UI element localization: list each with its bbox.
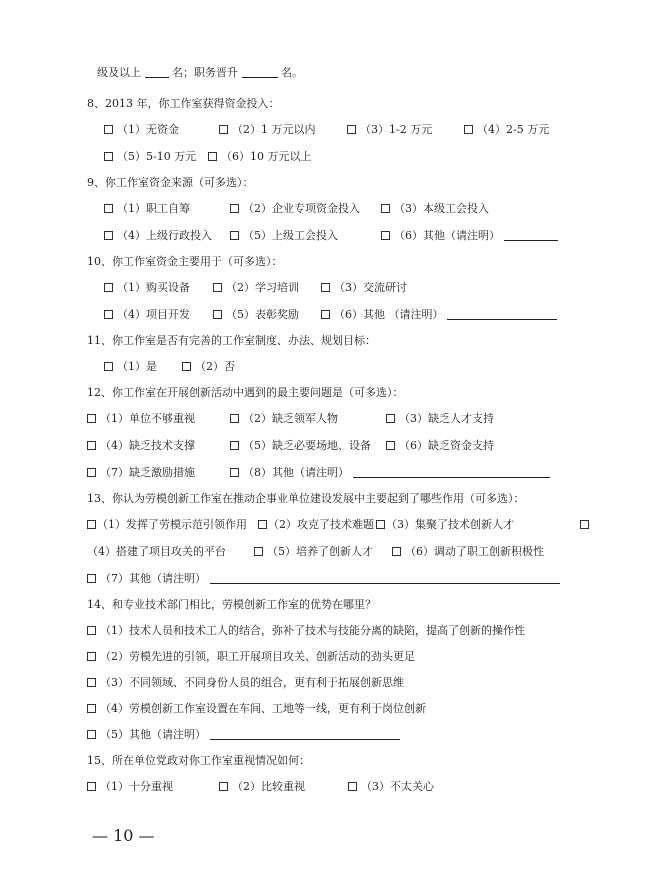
q15-option-3[interactable]: （3）不太关心 bbox=[348, 780, 434, 794]
q8-option-5[interactable]: （5）5-10 万元 bbox=[104, 150, 196, 164]
checkbox-icon[interactable] bbox=[348, 782, 357, 791]
checkbox-icon[interactable] bbox=[104, 231, 113, 240]
checkbox-icon[interactable] bbox=[219, 782, 228, 791]
page-number: — 10 — bbox=[92, 826, 155, 845]
checkbox-icon[interactable] bbox=[386, 441, 395, 450]
blank-line[interactable] bbox=[504, 229, 558, 241]
q13-option-3[interactable]: （3）集聚了技术创新人才 bbox=[376, 518, 514, 532]
checkbox-icon[interactable] bbox=[87, 468, 96, 477]
q12-option-2[interactable]: （2）缺乏领军人物 bbox=[230, 412, 338, 426]
checkbox-icon[interactable] bbox=[104, 204, 113, 213]
q10-option-3[interactable]: （3）交流研讨 bbox=[321, 281, 407, 295]
intro-text-c: 名。 bbox=[281, 66, 303, 79]
checkbox-icon[interactable] bbox=[230, 231, 239, 240]
q9-option-3[interactable]: （3）本级工会投入 bbox=[381, 202, 489, 216]
checkbox-icon[interactable] bbox=[208, 152, 217, 161]
question-9-title: 9、你工作室资金来源（可多选）： bbox=[87, 176, 254, 189]
q12-option-1[interactable]: （1）单位不够重视 bbox=[87, 412, 195, 426]
checkbox-icon[interactable] bbox=[347, 125, 356, 134]
q12-option-7[interactable]: （7）缺乏激励措施 bbox=[87, 466, 195, 480]
checkbox-icon[interactable] bbox=[386, 414, 395, 423]
checkbox-icon[interactable] bbox=[213, 283, 222, 292]
q14-option-1[interactable]: （1）技术人员和技术工人的结合，弥补了技术与技能分离的缺陷，提高了创新的操作性 bbox=[87, 624, 525, 638]
q9-option-4[interactable]: （4）上级行政投入 bbox=[104, 229, 212, 243]
question-11-title: 11、你工作室是否有完善的工作室制度、办法、规划目标： bbox=[87, 334, 376, 347]
q15-option-1[interactable]: （1）十分重视 bbox=[87, 780, 173, 794]
checkbox-icon[interactable] bbox=[87, 574, 96, 583]
q14-option-4[interactable]: （4）劳模创新工作室设置在车间、工地等一线，更有利于岗位创新 bbox=[87, 702, 426, 716]
q8-option-1[interactable]: （1）无资金 bbox=[104, 123, 179, 137]
intro-text-a: 级及以上 bbox=[97, 66, 141, 79]
q11-option-2[interactable]: （2）否 bbox=[182, 360, 235, 374]
checkbox-icon[interactable] bbox=[87, 414, 96, 423]
q14-option-2[interactable]: （2）劳模先进的引领，职工开展项目攻关、创新活动的劲头更足 bbox=[87, 650, 415, 664]
checkbox-icon[interactable] bbox=[87, 678, 96, 687]
q15-option-2[interactable]: （2）比较重视 bbox=[219, 780, 305, 794]
q12-option-4[interactable]: （4）缺乏技术支撑 bbox=[87, 439, 195, 453]
checkbox-icon[interactable] bbox=[87, 652, 96, 661]
question-14-title: 14、和专业技术部门相比，劳模创新工作室的优势在哪里？ bbox=[87, 598, 376, 611]
q8-option-2[interactable]: （2）1 万元以内 bbox=[219, 123, 316, 137]
q13-option-7[interactable]: （7）其他（请注明） bbox=[87, 572, 560, 586]
checkbox-icon[interactable] bbox=[104, 125, 113, 134]
q13-option-4-checkbox[interactable] bbox=[580, 518, 593, 532]
q10-option-6[interactable]: （6）其他 （请注明） bbox=[321, 308, 557, 322]
checkbox-icon[interactable] bbox=[392, 547, 401, 556]
q14-option-5[interactable]: （5）其他（请注明） bbox=[87, 728, 400, 742]
q10-option-2[interactable]: （2）学习培训 bbox=[213, 281, 299, 295]
q13-option-6[interactable]: （6）调动了职工创新积极性 bbox=[392, 545, 544, 559]
checkbox-icon[interactable] bbox=[104, 362, 113, 371]
blank-line[interactable] bbox=[210, 728, 400, 740]
q13-option-1[interactable]: （1）发挥了劳模示范引领作用 bbox=[87, 518, 247, 532]
question-12-title: 12、你工作室在开展创新活动中遇到的最主要问题是（可多选）： bbox=[87, 386, 404, 399]
q13-option-4[interactable]: （4）搭建了项目攻关的平台 bbox=[87, 545, 226, 558]
blank-line[interactable] bbox=[210, 572, 560, 584]
checkbox-icon[interactable] bbox=[464, 125, 473, 134]
checkbox-icon[interactable] bbox=[87, 704, 96, 713]
blank-line[interactable] bbox=[242, 66, 278, 78]
checkbox-icon[interactable] bbox=[580, 520, 589, 529]
intro-line bbox=[97, 66, 303, 80]
checkbox-icon[interactable] bbox=[258, 520, 267, 529]
question-10-title: 10、你工作室资金主要用于（可多选）： bbox=[87, 255, 283, 268]
blank-line[interactable] bbox=[353, 466, 550, 478]
checkbox-icon[interactable] bbox=[254, 547, 263, 556]
q9-option-2[interactable]: （2）企业专项资金投入 bbox=[230, 202, 360, 216]
checkbox-icon[interactable] bbox=[219, 125, 228, 134]
q10-option-1[interactable]: （1）购买设备 bbox=[104, 281, 190, 295]
q9-option-5[interactable]: （5）上级工会投入 bbox=[230, 229, 338, 243]
blank-line[interactable] bbox=[447, 308, 557, 320]
checkbox-icon[interactable] bbox=[230, 204, 239, 213]
q8-option-6[interactable]: （6）10 万元以上 bbox=[208, 150, 312, 164]
checkbox-icon[interactable] bbox=[87, 730, 96, 739]
checkbox-icon[interactable] bbox=[87, 782, 96, 791]
blank-line[interactable] bbox=[145, 66, 169, 78]
question-13-title: 13、你认为劳模创新工作室在推动企事业单位建设发展中主要起到了哪些作用（可多选）： bbox=[87, 492, 525, 505]
q13-option-2[interactable]: （2）攻克了技术难题 bbox=[258, 518, 374, 532]
checkbox-icon[interactable] bbox=[230, 441, 239, 450]
q12-option-5[interactable]: （5）缺乏必要场地、设备 bbox=[230, 439, 371, 453]
checkbox-icon[interactable] bbox=[87, 626, 96, 635]
q14-option-3[interactable]: （3）不同领域、不同身份人员的组合，更有利于拓展创新思维 bbox=[87, 676, 404, 690]
q9-option-6[interactable]: （6）其他（请注明） bbox=[381, 229, 558, 243]
checkbox-icon[interactable] bbox=[104, 152, 113, 161]
q11-option-1[interactable]: （1）是 bbox=[104, 360, 157, 374]
question-15-title: 15、所在单位党政对你工作室重视情况如何： bbox=[87, 754, 310, 767]
q12-option-3[interactable]: （3）缺乏人才支持 bbox=[386, 412, 494, 426]
checkbox-icon[interactable] bbox=[104, 283, 113, 292]
checkbox-icon[interactable] bbox=[321, 310, 330, 319]
checkbox-icon[interactable] bbox=[381, 231, 390, 240]
checkbox-icon[interactable] bbox=[381, 204, 390, 213]
q10-option-4[interactable]: （4）项目开发 bbox=[104, 308, 190, 322]
checkbox-icon[interactable] bbox=[230, 414, 239, 423]
checkbox-icon[interactable] bbox=[376, 520, 385, 529]
checkbox-icon[interactable] bbox=[104, 310, 113, 319]
q13-option-5[interactable]: （5）培养了创新人才 bbox=[254, 545, 373, 559]
intro-text-b: 名；职务晋升 bbox=[172, 66, 238, 79]
checkbox-icon[interactable] bbox=[230, 468, 239, 477]
q9-option-1[interactable]: （1）职工自筹 bbox=[104, 202, 190, 216]
checkbox-icon[interactable] bbox=[321, 283, 330, 292]
q10-option-5[interactable]: （5）表彰奖励 bbox=[213, 308, 299, 322]
q8-option-4[interactable]: （4）2-5 万元 bbox=[464, 123, 549, 137]
checkbox-icon[interactable] bbox=[87, 520, 96, 529]
checkbox-icon[interactable] bbox=[87, 441, 96, 450]
q12-option-6[interactable]: （6）缺乏资金支持 bbox=[386, 439, 494, 453]
checkbox-icon[interactable] bbox=[213, 310, 222, 319]
q8-option-3[interactable]: （3）1-2 万元 bbox=[347, 123, 432, 137]
checkbox-icon[interactable] bbox=[182, 362, 191, 371]
q12-option-8[interactable]: （8）其他（请注明） bbox=[230, 466, 550, 480]
question-8-title: 8、2013 年，你工作室获得资金投入： bbox=[87, 97, 280, 110]
